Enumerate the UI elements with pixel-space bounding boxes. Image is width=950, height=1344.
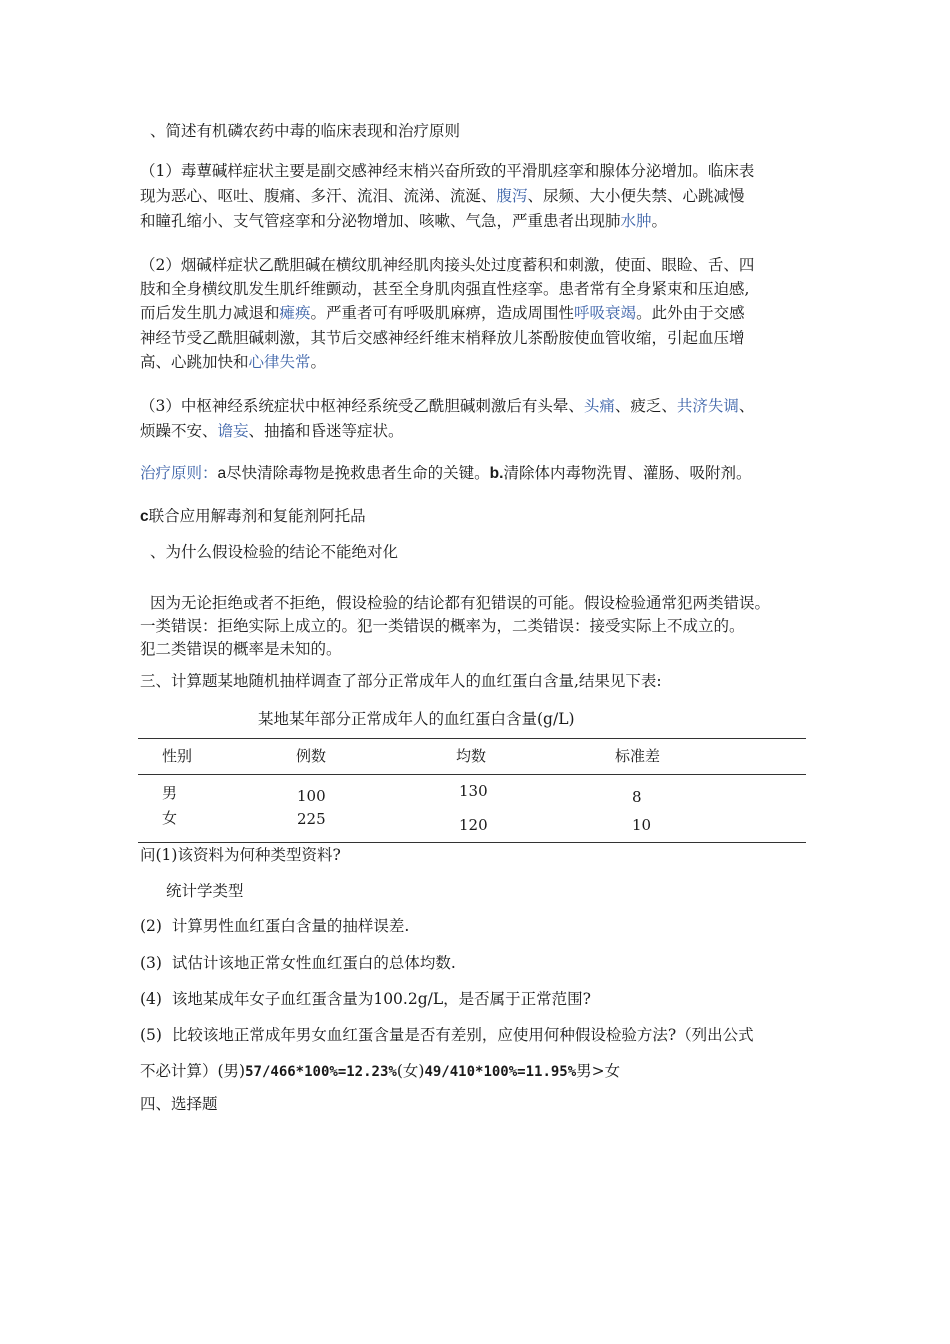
link-paralysis[interactable]: 瘫痪 — [279, 304, 311, 322]
table-bottom-rule — [138, 842, 806, 843]
p2-line-2: 肢和全身横纹肌发生肌纤维颤动，甚至全身肌肉强直性痉挛。患者常有全身紧束和压迫感, — [140, 280, 750, 298]
q2-line-3: 犯二类错误的概率是未知的。 — [140, 640, 342, 658]
header-mean: 均数 — [456, 747, 487, 765]
cell-sex-male: 男 — [162, 784, 178, 802]
q2-line-1: 因为无论拒绝或者不拒绝，假设检验的结论都有犯错误的可能。假设检验通常犯两类错误。 — [150, 594, 771, 612]
link-headache[interactable]: 头痛 — [583, 397, 615, 415]
q3-answer-1: 统计学类型 — [166, 882, 244, 900]
p1-line-3: 和瞳孔缩小、支气管痉挛和分泌物增加、咳嗽、气急，严重患者出现肺水肿。 — [140, 212, 668, 230]
link-treatment-principles[interactable]: 治疗原则： — [140, 464, 218, 482]
link-respiratory-failure[interactable]: 呼吸衰竭 — [574, 304, 637, 322]
treatment-principle-c: c联合应用解毒剂和复能剂阿托品 — [140, 507, 366, 525]
q3-question-4: (4) 该地某成年女子血红蛋含量为100.2g/L，是否属于正常范围? — [140, 990, 591, 1008]
q2-line-2: 一类错误：拒绝实际上成立的。犯一类错误的概率为，二类错误：接受实际上不成立的。 — [140, 617, 745, 635]
link-edema[interactable]: 水肿 — [620, 212, 652, 230]
cell-mean-female: 120 — [459, 816, 488, 834]
header-sex: 性别 — [162, 747, 193, 765]
link-diarrhea[interactable]: 腹泻 — [496, 187, 528, 205]
q3-question-1: 问(1)该资料为何种类型资料? — [140, 846, 341, 864]
p2-line-5: 高、心跳加快和心律失常。 — [140, 353, 327, 371]
q4-title: 四、选择题 — [140, 1095, 218, 1113]
link-delirium[interactable]: 谵妄 — [217, 422, 249, 440]
table-header-rule — [138, 774, 806, 775]
cell-sd-male: 8 — [632, 788, 642, 806]
q3-question-5-continued: 不必计算）(男)57/466*100%=12.23%(女)49/410*100%=11.95%男>女 — [140, 1062, 621, 1080]
p2-line-1: （2）烟碱样症状乙酰胆碱在横纹肌神经肌肉接头处过度蓄积和刺激，使面、眼睑、舌、四 — [140, 256, 755, 274]
treatment-principles: 治疗原则：a尽快清除毒物是挽救患者生命的关键。b.清除体内毒物洗胃、灌肠、吸附剂。 — [140, 464, 752, 482]
q3-question-2: (2) 计算男性血红蛋白含量的抽样误差. — [140, 917, 410, 935]
cell-sex-female: 女 — [162, 809, 178, 827]
link-arrhythmia[interactable]: 心律失常 — [248, 353, 311, 371]
p2-line-4: 神经节受乙酰胆碱刺激，其节后交感神经纤维末梢释放儿茶酚胺使血管收缩，引起血压增 — [140, 329, 745, 347]
p3-line-1: （3）中枢神经系统症状中枢神经系统受乙酰胆碱刺激后有头晕、头痛、疲乏、共济失调、 — [140, 397, 755, 415]
header-sd: 标准差 — [615, 747, 661, 765]
p3-line-2: 烦躁不安、谵妄、抽搐和昏迷等症状。 — [140, 422, 404, 440]
q3-title: 三、计算题某地随机抽样调查了部分正常成年人的血红蛋白含量,结果见下表: — [140, 672, 662, 690]
cell-count-male: 100 — [297, 787, 326, 805]
cell-count-female: 225 — [297, 810, 326, 828]
table-caption: 某地某年部分正常成年人的血红蛋白含量(g/L) — [258, 710, 575, 728]
p1-line-1: （1）毒蕈碱样症状主要是副交感神经末梢兴奋所致的平滑肌痉挛和腺体分泌增加。临床表 — [140, 162, 755, 180]
table-top-rule — [138, 738, 806, 739]
cell-mean-male: 130 — [459, 782, 488, 800]
q1-title: 、简述有机磷农药中毒的临床表现和治疗原则 — [150, 122, 461, 140]
p2-line-3: 而后发生肌力减退和瘫痪。严重者可有呼吸肌麻痹，造成周围性呼吸衰竭。此外由于交感 — [140, 304, 745, 322]
q2-title: 、为什么假设检验的结论不能绝对化 — [150, 543, 399, 561]
q3-question-5: (5) 比较该地正常成年男女血红蛋含量是否有差别，应使用何种假设检验方法?（列出公式 — [140, 1026, 754, 1044]
p1-line-2: 现为恶心、呕吐、腹痛、多汗、流泪、流涕、流涎、腹泻、尿频、大小便失禁、心跳减慢 — [140, 187, 745, 205]
cell-sd-female: 10 — [632, 816, 652, 834]
link-ataxia[interactable]: 共济失调 — [676, 397, 739, 415]
q3-question-3: (3) 试估计该地正常女性血红蛋白的总体均数. — [140, 954, 456, 972]
header-count: 例数 — [296, 747, 327, 765]
